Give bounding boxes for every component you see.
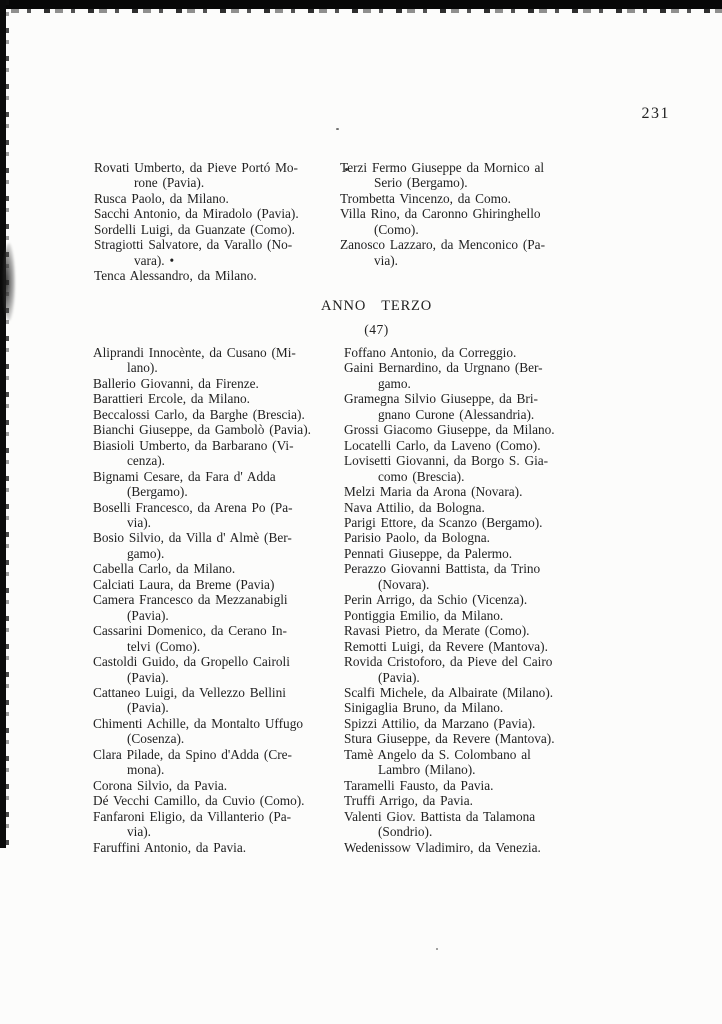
entry-line: Bosio Silvio, da Villa d' Almè (Ber- [93,530,292,546]
name-entry [93,577,344,592]
name-entry [93,793,344,808]
top-name-list-section [94,160,660,284]
entry-line: Barattieri Ercole, da Milano. [93,391,250,407]
name-entry [93,654,344,685]
entry-line: Gaini Bernardino, da Urgnano (Ber- [344,360,543,376]
entry-line: Tenca Alessandro, da Milano. [94,268,257,284]
entry-line: Truffi Arrigo, da Pavia. [344,793,473,809]
entry-line: Corona Silvio, da Pavia. [93,777,228,793]
name-entry [344,422,656,437]
name-entry [93,438,344,469]
entry-line: Trombetta Vincenzo, da Como. [340,190,512,206]
entry-line: Dé Vecchi Camillo, da Cuvio (Como). [93,793,305,809]
entry-line: Wedenissow Vladimiro, da Venezia. [344,839,541,855]
entry-line-continuation: (Sondrio). [378,824,433,840]
entry-line-continuation: (Pavia). [127,669,169,685]
name-entry [344,778,656,793]
name-entry [93,561,344,576]
name-entry [344,530,656,545]
entry-line: Sacchi Antonio, da Miradolo (Pavia). [94,206,299,222]
entry-line-continuation: cenza). [127,453,166,469]
entry-line-continuation: rone (Pavia). [134,175,205,191]
entry-line: Foffano Antonio, da Correggio. [344,345,517,360]
heading-count: (47) [364,322,389,337]
entry-line: Perazzo Giovanni Battista, da Trino [344,561,541,577]
entry-line: Sinigaglia Bruno, da Milano. [344,700,504,716]
entry-line-continuation: (Cosenza). [127,731,185,747]
entry-line: Chimenti Achille, da Montalto Uffugo [93,715,303,731]
entry-line: Stragiotti Salvatore, da Varallo (No- [94,237,293,253]
entry-line: Boselli Francesco, da Arena Po (Pa- [93,499,293,515]
top-right-column [340,160,652,284]
entry-line: Sordelli Luigi, da Guanzate (Como). [94,221,295,237]
entry-line: Remotti Luigi, da Revere (Mantova). [344,638,548,654]
name-entry [344,623,656,638]
entry-line-continuation: gamo). [127,545,165,561]
name-entry [93,345,344,376]
scan-speck-artifact [336,128,339,130]
name-entry [344,561,656,592]
entry-line-continuation: gamo. [378,375,411,391]
entry-line: Villa Rino, da Caronno Ghiringhello [340,206,541,222]
name-entry [344,360,656,391]
name-entry [340,206,652,237]
name-entry [344,391,656,422]
section-heading [93,298,660,338]
entry-line: Gramegna Silvio Giuseppe, da Bri- [344,391,538,407]
entry-line: Castoldi Guido, da Gropello Cairoli [93,654,290,670]
entry-line: Rovida Cristoforo, da Pieve del Cairo [344,654,553,670]
entry-line-continuation: (Novara). [378,576,430,592]
name-entry [93,840,344,855]
heading-title: ANNO TERZO [321,298,432,314]
name-entry [344,453,656,484]
name-entry [344,592,656,607]
entry-line: Cabella Carlo, da Milano. [93,561,236,577]
name-entry [94,160,340,191]
entry-line-continuation: gnano Curone (Alessandria). [378,406,535,422]
name-entry [340,160,652,191]
name-entry [344,608,656,623]
entry-line: Biasioli Umberto, da Barbarano (Vi- [93,437,294,453]
entry-line: Pontiggia Emilio, da Milano. [344,607,504,623]
name-entry [94,222,340,237]
name-entry [94,206,340,221]
entry-line-continuation: mona). [127,762,165,778]
entry-line-continuation: via). [374,252,398,268]
entry-line: Bianchi Giuseppe, da Gambolò (Pavia). [93,422,311,438]
entry-line: Cattaneo Luigi, da Vellezzo Bellini [93,684,286,700]
entry-line-continuation: lano). [127,360,158,376]
entry-line: Beccalossi Carlo, da Barghe (Brescia). [93,406,305,422]
name-entry [344,809,656,840]
entry-line-continuation: (Como). [374,221,419,237]
entry-line: Taramelli Fausto, da Pavia. [344,777,494,793]
entry-line: Valenti Giov. Battista da Talamona [344,808,536,824]
name-entry [344,793,656,808]
page-number: 231 [641,105,670,122]
entry-line: Zanosco Lazzaro, da Menconico (Pa- [340,237,545,253]
name-entry [93,685,344,716]
name-entry [93,592,344,623]
entry-line: Faruffini Antonio, da Pavia. [93,839,247,855]
name-entry [344,700,656,715]
entry-line-continuation: telvi (Como). [127,638,201,654]
scan-edge-left-artifact [0,0,6,848]
entry-line: Lovisetti Giovanni, da Borgo S. Gia- [344,453,549,469]
entry-line-continuation: (Bergamo). [127,484,188,500]
name-entry [93,376,344,391]
entry-line: Camera Francesco da Mezzanabigli [93,592,288,608]
name-entry [344,731,656,746]
entry-line-continuation: Serio (Bergamo). [374,175,468,191]
name-entry [93,778,344,793]
name-entry [93,716,344,747]
name-entry [340,237,652,268]
entry-line-continuation: via). [127,824,151,840]
entry-line: Fanfaroni Eligio, da Villanterio (Pa- [93,808,292,824]
name-entry [93,391,344,406]
name-entry [94,268,340,283]
entry-line-continuation: como (Brescia). [378,468,465,484]
entry-line: Ravasi Pietro, da Merate (Como). [344,623,530,639]
scan-smudge-artifact [3,243,15,321]
entry-line: Tamè Angelo da S. Colombano al [344,746,531,762]
entry-line: Rusca Paolo, da Milano. [94,190,229,206]
entry-line: Parigi Ettore, da Scanzo (Bergamo). [344,514,543,530]
entry-line-continuation: vara). • [134,252,175,268]
name-entry [93,623,344,654]
scan-speck-artifact [436,948,438,950]
entry-line-continuation: (Pavia). [127,607,169,623]
entry-line: Spizzi Attilio, da Marzano (Pavia). [344,715,536,731]
name-entry [344,500,656,515]
entry-line: Terzi Fermo Giuseppe da Mornico al [340,160,545,175]
name-entry [344,546,656,561]
main-right-column [344,345,656,855]
name-entry [93,747,344,778]
name-entry [93,407,344,422]
name-entry [93,469,344,500]
entry-line: Clara Pilade, da Spino d'Adda (Cre- [93,746,292,762]
name-entry [344,345,656,360]
entry-line: Ballerio Giovanni, da Firenze. [93,375,259,391]
main-name-list-section [93,345,660,855]
entry-line: Locatelli Carlo, da Laveno (Como). [344,437,541,453]
name-entry [344,639,656,654]
entry-line: Aliprandi Innocènte, da Cusano (Mi- [93,345,296,360]
entry-line: Rovati Umberto, da Pieve Portó Mo- [94,160,298,175]
name-entry [340,191,652,206]
entry-line-continuation: via). [127,514,151,530]
entry-line-continuation: (Pavia). [378,669,420,685]
entry-line: Bignami Cesare, da Fara d' Adda [93,468,276,484]
name-entry [94,191,340,206]
entry-line: Cassarini Domenico, da Cerano In- [93,623,287,639]
name-entry [93,422,344,437]
main-left-column [93,345,344,855]
name-entry [344,484,656,499]
name-entry [344,438,656,453]
name-entry [93,500,344,531]
name-entry [93,530,344,561]
name-entry [344,654,656,685]
name-entry [344,716,656,731]
name-entry [344,840,656,855]
entry-line-continuation: Lambro (Milano). [378,762,476,778]
entry-line: Nava Attilio, da Bologna. [344,499,485,515]
name-entry [94,237,340,268]
name-entry [344,685,656,700]
entry-line: Calciati Laura, da Breme (Pavia) [93,576,275,592]
entry-line: Parisio Paolo, da Bologna. [344,530,490,546]
entry-line: Pennati Giuseppe, da Palermo. [344,545,513,561]
name-entry [344,515,656,530]
entry-line: Melzi Maria da Arona (Novara). [344,484,523,500]
name-entry [344,747,656,778]
entry-line: Grossi Giacomo Giuseppe, da Milano. [344,422,555,438]
name-entry [93,809,344,840]
entry-line: Perin Arrigo, da Schio (Vicenza). [344,592,528,608]
top-left-column [94,160,340,284]
entry-line-continuation: (Pavia). [127,700,169,716]
entry-line: Scalfi Michele, da Albairate (Milano). [344,684,554,700]
entry-line: Stura Giuseppe, da Revere (Mantova). [344,731,555,747]
scan-edge-top-artifact [0,0,722,9]
